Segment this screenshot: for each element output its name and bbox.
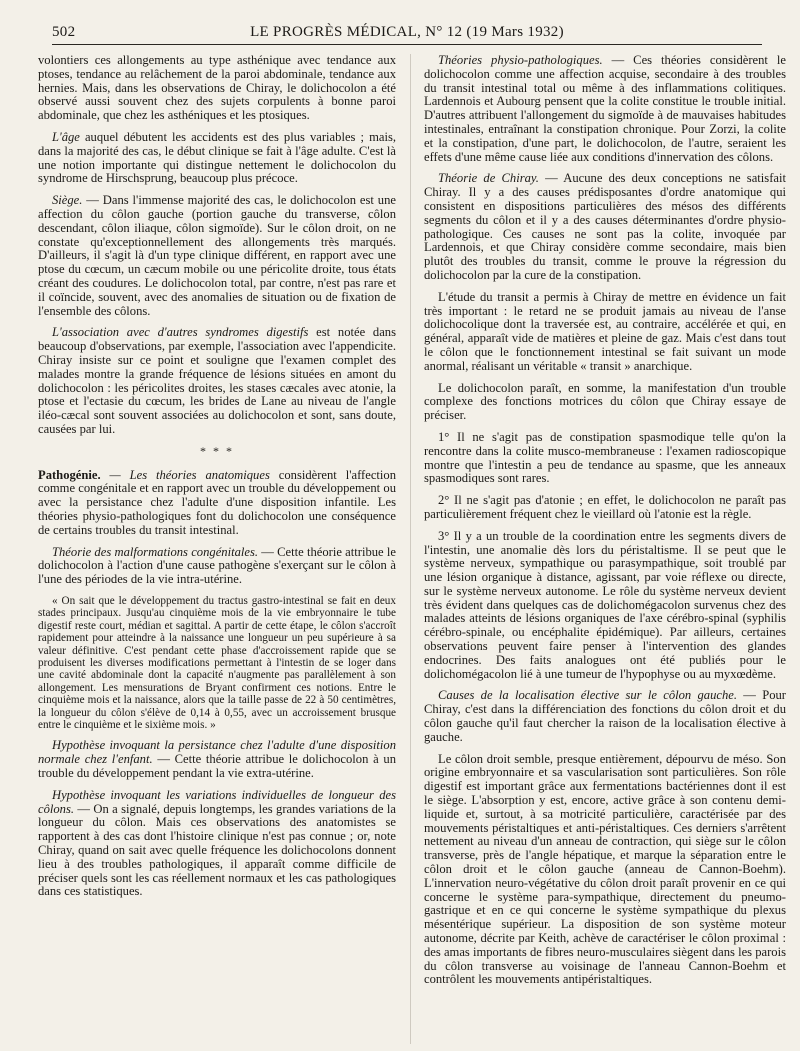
paragraph xyxy=(38,546,396,587)
paragraph xyxy=(38,326,396,436)
paragraph-body: est notée dans beaucoup d'observations, par exemple, l'association avec l'appendicite. Chiray insiste sur ce point et souligne que l'examen complet des malades montre la grande fréquence de lésions situées en amont du dolichocolon : les péricolites droites, les stases cæcales avec atonie, la ptose et l'ectasie du cœcum, les brides de Lane au niveau de l'angle iléo-cæcal sont souvent associées au dolichocolon et sont, sans doute, causées par lui. xyxy=(38,325,396,436)
running-title: LE PROGRÈS MÉDICAL, N° 12 (19 Mars 1932) xyxy=(250,24,564,40)
paragraph-lead: Théories physio-pathologiques. xyxy=(438,54,603,67)
paragraph: 1° Il ne s'agit pas de constipation spasmodique telle qu'on la rencontre dans la colite musco-membraneuse : l'examen radioscopique montre que l'intestin a peu de tendance au spasme, que les anneaux spasmodiques sont rares. xyxy=(424,429,786,486)
page-number: 502 xyxy=(52,24,76,40)
paragraph-lead: Théorie des malformations congénitales. xyxy=(52,544,259,559)
paragraph xyxy=(38,469,396,538)
paragraph-lead: L'âge xyxy=(52,129,80,144)
paragraph xyxy=(38,194,396,318)
paragraph: 3° Il y a un trouble de la coordination entre les segments divers de l'intestin, une anomalie dès lors du péristaltisme. Il se peut que le système nerveux, sympathique ou parasympathique, soit troublé par une lésion organique à distance, agissant, par voie réflexe ou directe, sur le système nerveux autonome. Le rôle du système nerveux devient très évident dans quelques cas de dolichomégacolon survenus chez des malades atteints de lésions organiques de l'axe cérébro-spinal (syphilis cérébro-spinale, ou encéphalite épidémique). Par ailleurs, certaines observations peuvent faire penser à l'intervention des glandes endocrines. Des faits analogues ont été publiés pour le dolichomégacolon lié à une tumeur de l'hypophyse ou au myxœdème. xyxy=(424,528,786,681)
column-divider xyxy=(410,54,411,1044)
paragraph-body: — Pour Chiray, c'est dans la différenciation des fonctions du côlon droit et du côlon gauche qu'il faut chercher la raison de la localisation élective à gauche. xyxy=(424,688,786,744)
paragraph-lead: Causes de la localisation élective sur le côlon gauche. xyxy=(438,688,738,703)
paragraph xyxy=(38,739,396,780)
paragraph xyxy=(38,789,396,899)
paragraph: volontiers ces allongements au type asthénique avec tendance aux ptoses, tendance au relâchement de la paroi abdominale, tendance aux hernies. Mais, dans les observations de Chiray, le dolichocolon a été observé aussi souvent chez des sujets corpulents à bonne paroi abdominale, que chez les asthéniques et les ptosiques. xyxy=(38,54,396,123)
section-asterism: * * * xyxy=(200,443,234,458)
paragraph-lead: — Les théories anatomiques xyxy=(100,467,270,482)
paragraph-body: considèrent l'affection comme congénitale et en rapport avec un trouble du développement ou avec la persistance chez l'adulte d'une disposition infantile. Les théories physio-pathologiques font du dolichocolon une conséquence de certains troubles du transit intestinal. xyxy=(38,467,396,537)
left-column xyxy=(38,54,396,1044)
paragraph-lead: Théorie de Chiray. xyxy=(438,171,539,186)
paragraph-lead: L'association avec d'autres syndromes digestifs xyxy=(52,325,309,340)
paragraph-body: — On a signalé, depuis longtemps, les grandes variations de la longueur du côlon. Mais ces observations des anatomistes se rapportent à des cas dont l'histoire clinique n'est pas connue ; or, note Chiray, quand on sait avec quelle fréquence les dolichocolons donnent lieu à des troubles pathologiques, il apparaît comme difficile de préciser quels sont les cas réellement normaux et les cas pathologiques dans ces statistiques. xyxy=(38,801,396,899)
right-column xyxy=(424,54,786,1044)
paragraph-body: auquel débutent les accidents est des plus variables ; mais, dans la majorité des cas, le début clinique se fait à l'âge adulte. C'est là une notion importante qui distingue nettement le dolichocolon du syndrome de Hirschsprung, beaucoup plus précoce. xyxy=(38,129,396,186)
paragraph-lead: Siège. xyxy=(52,193,83,208)
paragraph-lead: Hypothèse invoquant les variations individuelles de longueur des côlons. xyxy=(38,787,396,816)
paragraph: L'étude du transit a permis à Chiray de mettre en évidence un fait très important : le retard ne se produit jamais au niveau de l'anse dolichocolique dont la traversée est, au contraire, accélérée et qui, en général, apparaît vide de matières et pleine de gaz. Mais c'est dans tout le côlon que le fonctionnement intestinal se fait suivant un mode anormal, réalisant un véritable « transit » anarchique. xyxy=(424,289,786,373)
paragraph-body: — Aucune des deux conceptions ne satisfait Chiray. Il y a des causes prédisposantes d'ordre anatomique qui consistent en dispositions particulières des mésos des différents segments du côlon et il y a des causes déterminantes d'ordre physio-pathologique. Ces causes ne sont pas la colite, invoquée par Lardennois, et que Chiray considère comme secondaire, mais bien plutôt des troubles du transit, comme le prouve la régression du dolichocolon par la cure de la constipation. xyxy=(424,171,786,282)
paragraph-body: — Cette théorie attribue le dolichocolon à l'action d'une cause pathogène s'exerçant sur le côlon à l'une des périodes de la vie intra-utérine. xyxy=(38,544,396,587)
paragraph-body: — Cette théorie attribue le dolichocolon à un trouble du développement pendant la vie extra-utérine. xyxy=(38,752,396,780)
block-quote: « On sait que le développement du tractus gastro-intestinal se fait en deux stades principaux. Jusqu'au cinquième mois de la vie embryonnaire le tube digestif reste court, médian et sagittal. A partir de cette étape, le côlon s'accroît rapidement pour atteindre à la naissance une longueur un peu supérieure à sa valeur définitive. C'est pendant cette phase d'accroissement rapide que se produisent les diverses modifications permettant à l'intestin de se loger dans une cavité abdominale dont la capacité n'augmente pas parallèlement à son allongement. Les mensurations de Bryant confirment ces notions. Entre le cinquième mois et la naissance, alors que la taille passe de 22 à 50 centimètres, la longueur du côlon s'élève de 0,14 à 0,55, avec un accroissement brusque entre le cinquième et le sixième mois. » xyxy=(38,594,396,731)
paragraph-body: — Ces théories considèrent le dolichocolon comme une affection acquise, secondaire à des troubles du transit intestinal total ou même à des inflammations colitiques. Lardennois et Aubourg pensent que la colite constitue le trouble initial. D'autres attribuent l'allongement du sigmoïde à de mauvaises habitudes intestinales, entraînant la constipation chronique. Pour Zorzi, la colite et la constipation, d'une part, le dolichocolon, de l'autre, seraient les effets d'une même cause liée aux conditions d'innervation des côlons. xyxy=(424,54,786,164)
paragraph xyxy=(424,54,786,164)
paragraph: 2° Il ne s'agit pas d'atonie ; en effet, le dolichocolon ne paraît pas particulièrement fréquent chez le vieillard où l'atonie est la règle. xyxy=(424,493,786,521)
paragraph xyxy=(38,131,396,186)
paragraph: Le dolichocolon paraît, en somme, la manifestation d'un trouble complexe des fonctions motrices du côlon que Chiray essaye de préciser. xyxy=(424,380,786,423)
section-heading: Pathogénie. xyxy=(38,467,101,482)
paragraph xyxy=(424,689,786,744)
paragraph-lead: Hypothèse invoquant la persistance chez l'adulte d'une disposition normale chez l'enfant. xyxy=(38,738,396,767)
paragraph-body: — Dans l'immense majorité des cas, le dolichocolon est une affection du côlon gauche (portion gauche du transverse, côlon descendant, côlon iliaque, côlon sigmoïde). Sur le côlon droit, on ne constate qu'exceptionnellement des allongements très marqués. D'ailleurs, il s'agit là d'un type clinique différent, en rapport avec une ptose du cœcum, un cæcum mobile ou une péricolite droite, tous états créant des coudures. Le dolichocolon total, par contre, n'est pas rare et il coïncide, souvent, avec des anomalies de situation ou de fixation de l'ensemble des côlons. xyxy=(38,193,396,318)
running-header xyxy=(52,18,762,45)
paragraph: Le côlon droit semble, presque entièrement, dépourvu de méso. Son origine embryonnaire et sa vascularisation sont particulières. Son rôle digestif est important grâce aux fermentations bactériennes dont il est le siège. L'absorption y est, encore, active grâce à son contenu demi-liquide et, surtout, à sa motricité particulière, caractérisée par des mouvements péristaltiques et anti-péristaltiques. Ces derniers s'arrêtent nettement au niveau d'un anneau de contraction, qui siège sur le côlon transverse, près de l'angle hépatique, et marque la séparation entre le côlon droit et le côlon gauche (anneau de Cannon-Boehm). L'innervation neuro-végétative du côlon droit paraît provenir en ce qui concerne le système para-sympathique, directement du pneumo-gastrique et en ce qui concerne le système sympathique du plexus mésentérique supérieur. La disposition de son système moteur autonome, décrite par Keith, achève de caractériser le côlon proximal : des amas importants de fibres neuro-musculaires siègent dans les parois du côlon transverse au voisinage de l'anneau Cannon-Boehm et contrôlent les mouvements antipéristaltiques. xyxy=(424,751,786,987)
paragraph xyxy=(424,172,786,282)
